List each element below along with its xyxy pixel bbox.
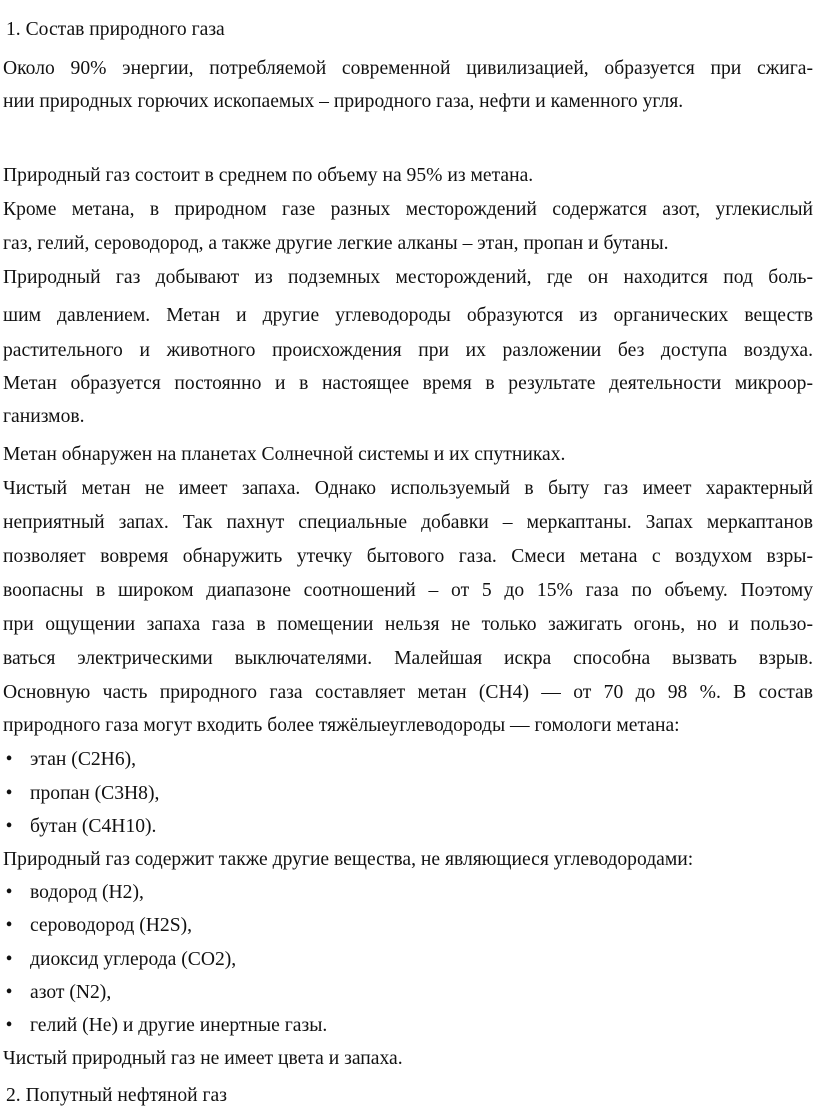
substance-item-hydrogen-sulfide: сероводород (H2S), (30, 915, 193, 936)
substance-item-hydrogen: водород (H2), (30, 882, 144, 903)
paragraph-2-line-3: газ, гелий, сероводород, а также другие легкие алканы – этан, пропан и бутаны. (3, 233, 669, 254)
paragraph-2-line-14: при ощущении запаха газа в помещении нельзя не только зажигать огонь, но и пользо- (3, 614, 813, 635)
section-2-heading: 2. Попутный нефтяной газ (6, 1085, 227, 1106)
other-substances-intro: Природный газ содержит также другие вещества, не являющиеся углеводородами: (3, 849, 694, 870)
paragraph-2-line-1: Природный газ состоит в среднем по объему на 95% из метана. (3, 165, 534, 186)
paragraph-1-line-1: Около 90% энергии, потребляемой современной цивилизацией, образуется при сжига- (3, 58, 813, 79)
section-1-heading: 1. Состав природного газа (6, 19, 225, 40)
bullet-icon: • (5, 749, 13, 770)
substance-item-carbon-dioxide: диоксид углерода (CO2), (30, 949, 237, 970)
paragraph-2-line-6: растительного и животного происхождения при их разложении без доступа воздуха. (3, 340, 813, 361)
hydrocarbon-item-ethane: этан (C2H6), (30, 749, 137, 770)
bullet-icon: • (5, 882, 13, 903)
bullet-icon: • (5, 915, 13, 936)
bullet-icon: • (5, 783, 13, 804)
paragraph-2-line-5: шим давлением. Метан и другие углеводороды образуются из органических веществ (3, 305, 813, 326)
paragraph-2-line-9: Метан обнаружен на планетах Солнечной системы и их спутниках. (3, 444, 566, 465)
bullet-icon: • (5, 1015, 13, 1036)
substance-item-nitrogen: азот (N2), (30, 982, 112, 1003)
closing-sentence: Чистый природный газ не имеет цвета и запаха. (3, 1048, 403, 1069)
bullet-icon: • (5, 949, 13, 970)
hydrocarbon-item-propane: пропан (C3H8), (30, 783, 160, 804)
substance-item-helium: гелий (Не) и другие инертные газы. (30, 1015, 328, 1036)
paragraph-2-line-12: позволяет вовремя обнаружить утечку бытового газа. Смеси метана с воздухом взры- (3, 546, 813, 567)
bullet-icon: • (5, 816, 13, 837)
paragraph-2-line-11: неприятный запах. Так пахнут специальные добавки – меркаптаны. Запах меркаптанов (3, 512, 813, 533)
paragraph-1-line-2: нии природных горючих ископаемых – природного газа, нефти и каменного угля. (3, 91, 684, 112)
paragraph-2-line-17: природного газа могут входить более тяжёлыеуглеводороды — гомологи метана: (3, 715, 680, 736)
paragraph-2-line-8: ганизмов. (3, 406, 85, 427)
paragraph-2-line-2: Кроме метана, в природном газе разных месторождений содержатся азот, углекислый (3, 199, 813, 220)
hydrocarbon-item-butane: бутан (C4H10). (30, 816, 157, 837)
paragraph-2-line-15: ваться электрическими выключателями. Малейшая искра способна вызвать взрыв. (3, 648, 813, 669)
paragraph-2-line-13: воопасны в широком диапазоне соотношений – от 5 до 15% газа по объему. Поэтому (3, 580, 813, 601)
paragraph-2-line-7: Метан образуется постоянно и в настоящее время в результате деятельности микроор- (3, 373, 813, 394)
paragraph-2-line-16: Основную часть природного газа составляет метан (CH4) — от 70 до 98 %. В состав (3, 682, 813, 703)
paragraph-2-line-10: Чистый метан не имеет запаха. Однако используемый в быту газ имеет характерный (3, 478, 813, 499)
bullet-icon: • (5, 982, 13, 1003)
paragraph-2-line-4: Природный газ добывают из подземных месторождений, где он находится под боль- (3, 267, 813, 288)
